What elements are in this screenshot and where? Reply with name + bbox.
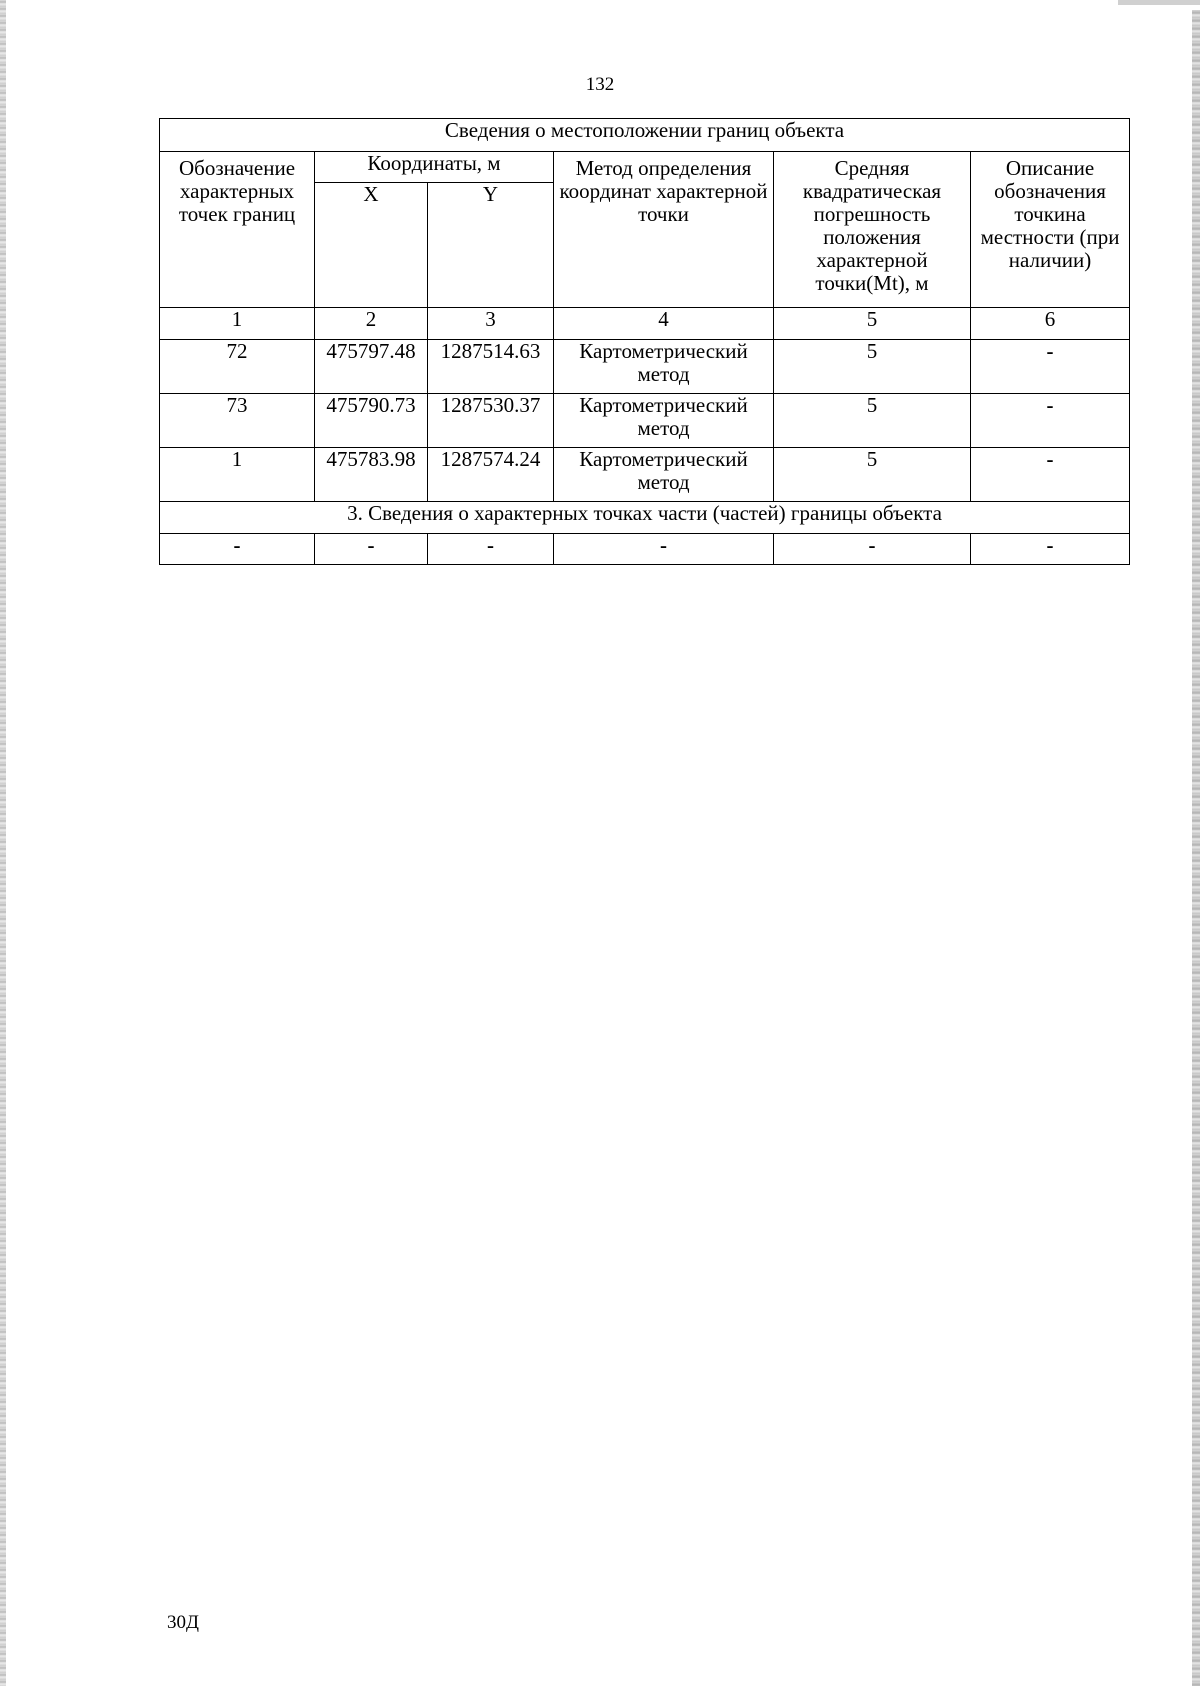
header-description: Описание обозначения точкина местности (при наличии) (971, 152, 1130, 308)
cell-error: 5 (774, 340, 971, 394)
cell-error: 5 (774, 394, 971, 448)
cell-method: Картометрический метод (554, 340, 774, 394)
header-method: Метод определения координат характерной точки (554, 152, 774, 308)
cell-point: 1 (160, 448, 315, 502)
cell-x: 475783.98 (315, 448, 428, 502)
cell-x: 475797.48 (315, 340, 428, 394)
document-code: 30Д (167, 1612, 199, 1633)
table-row (160, 340, 1130, 394)
cell-error: 5 (774, 448, 971, 502)
column-number: 2 (315, 308, 428, 340)
cell-description: - (971, 394, 1130, 448)
cell-description: - (971, 340, 1130, 394)
header-coordinates-group: Координаты, м (315, 152, 554, 183)
cell-method: Картометрический метод (554, 394, 774, 448)
table-row (160, 448, 1130, 502)
scan-edge-right (1192, 10, 1200, 1686)
header-y: Y (428, 183, 554, 308)
scan-edge-left (0, 0, 6, 1686)
table-row (160, 394, 1130, 448)
cell-y: 1287514.63 (428, 340, 554, 394)
cell-point: 72 (160, 340, 315, 394)
boundary-coordinates-table (159, 118, 1130, 565)
empty-cell: - (774, 534, 971, 565)
empty-cell: - (554, 534, 774, 565)
header-x: X (315, 183, 428, 308)
cell-x: 475790.73 (315, 394, 428, 448)
cell-description: - (971, 448, 1130, 502)
cell-y: 1287530.37 (428, 394, 554, 448)
header-mean-square-error: Средняя квадратическая погрешность положения характерной точки(Mt), м (774, 152, 971, 308)
scan-edge-top (1118, 0, 1200, 5)
empty-cell: - (160, 534, 315, 565)
column-number: 3 (428, 308, 554, 340)
table-title: Сведения о местоположении границ объекта (160, 119, 1130, 152)
empty-cell: - (315, 534, 428, 565)
empty-cell: - (971, 534, 1130, 565)
empty-cell: - (428, 534, 554, 565)
column-number: 4 (554, 308, 774, 340)
table-row (160, 534, 1130, 565)
header-point-designation: Обозначение характерных точек границ (160, 152, 315, 308)
column-number: 5 (774, 308, 971, 340)
column-number: 6 (971, 308, 1130, 340)
cell-method: Картометрический метод (554, 448, 774, 502)
cell-point: 73 (160, 394, 315, 448)
column-number: 1 (160, 308, 315, 340)
cell-y: 1287574.24 (428, 448, 554, 502)
section-3-title: 3. Сведения о характерных точках части (частей) границы объекта (160, 502, 1130, 534)
page-number: 132 (585, 74, 615, 95)
